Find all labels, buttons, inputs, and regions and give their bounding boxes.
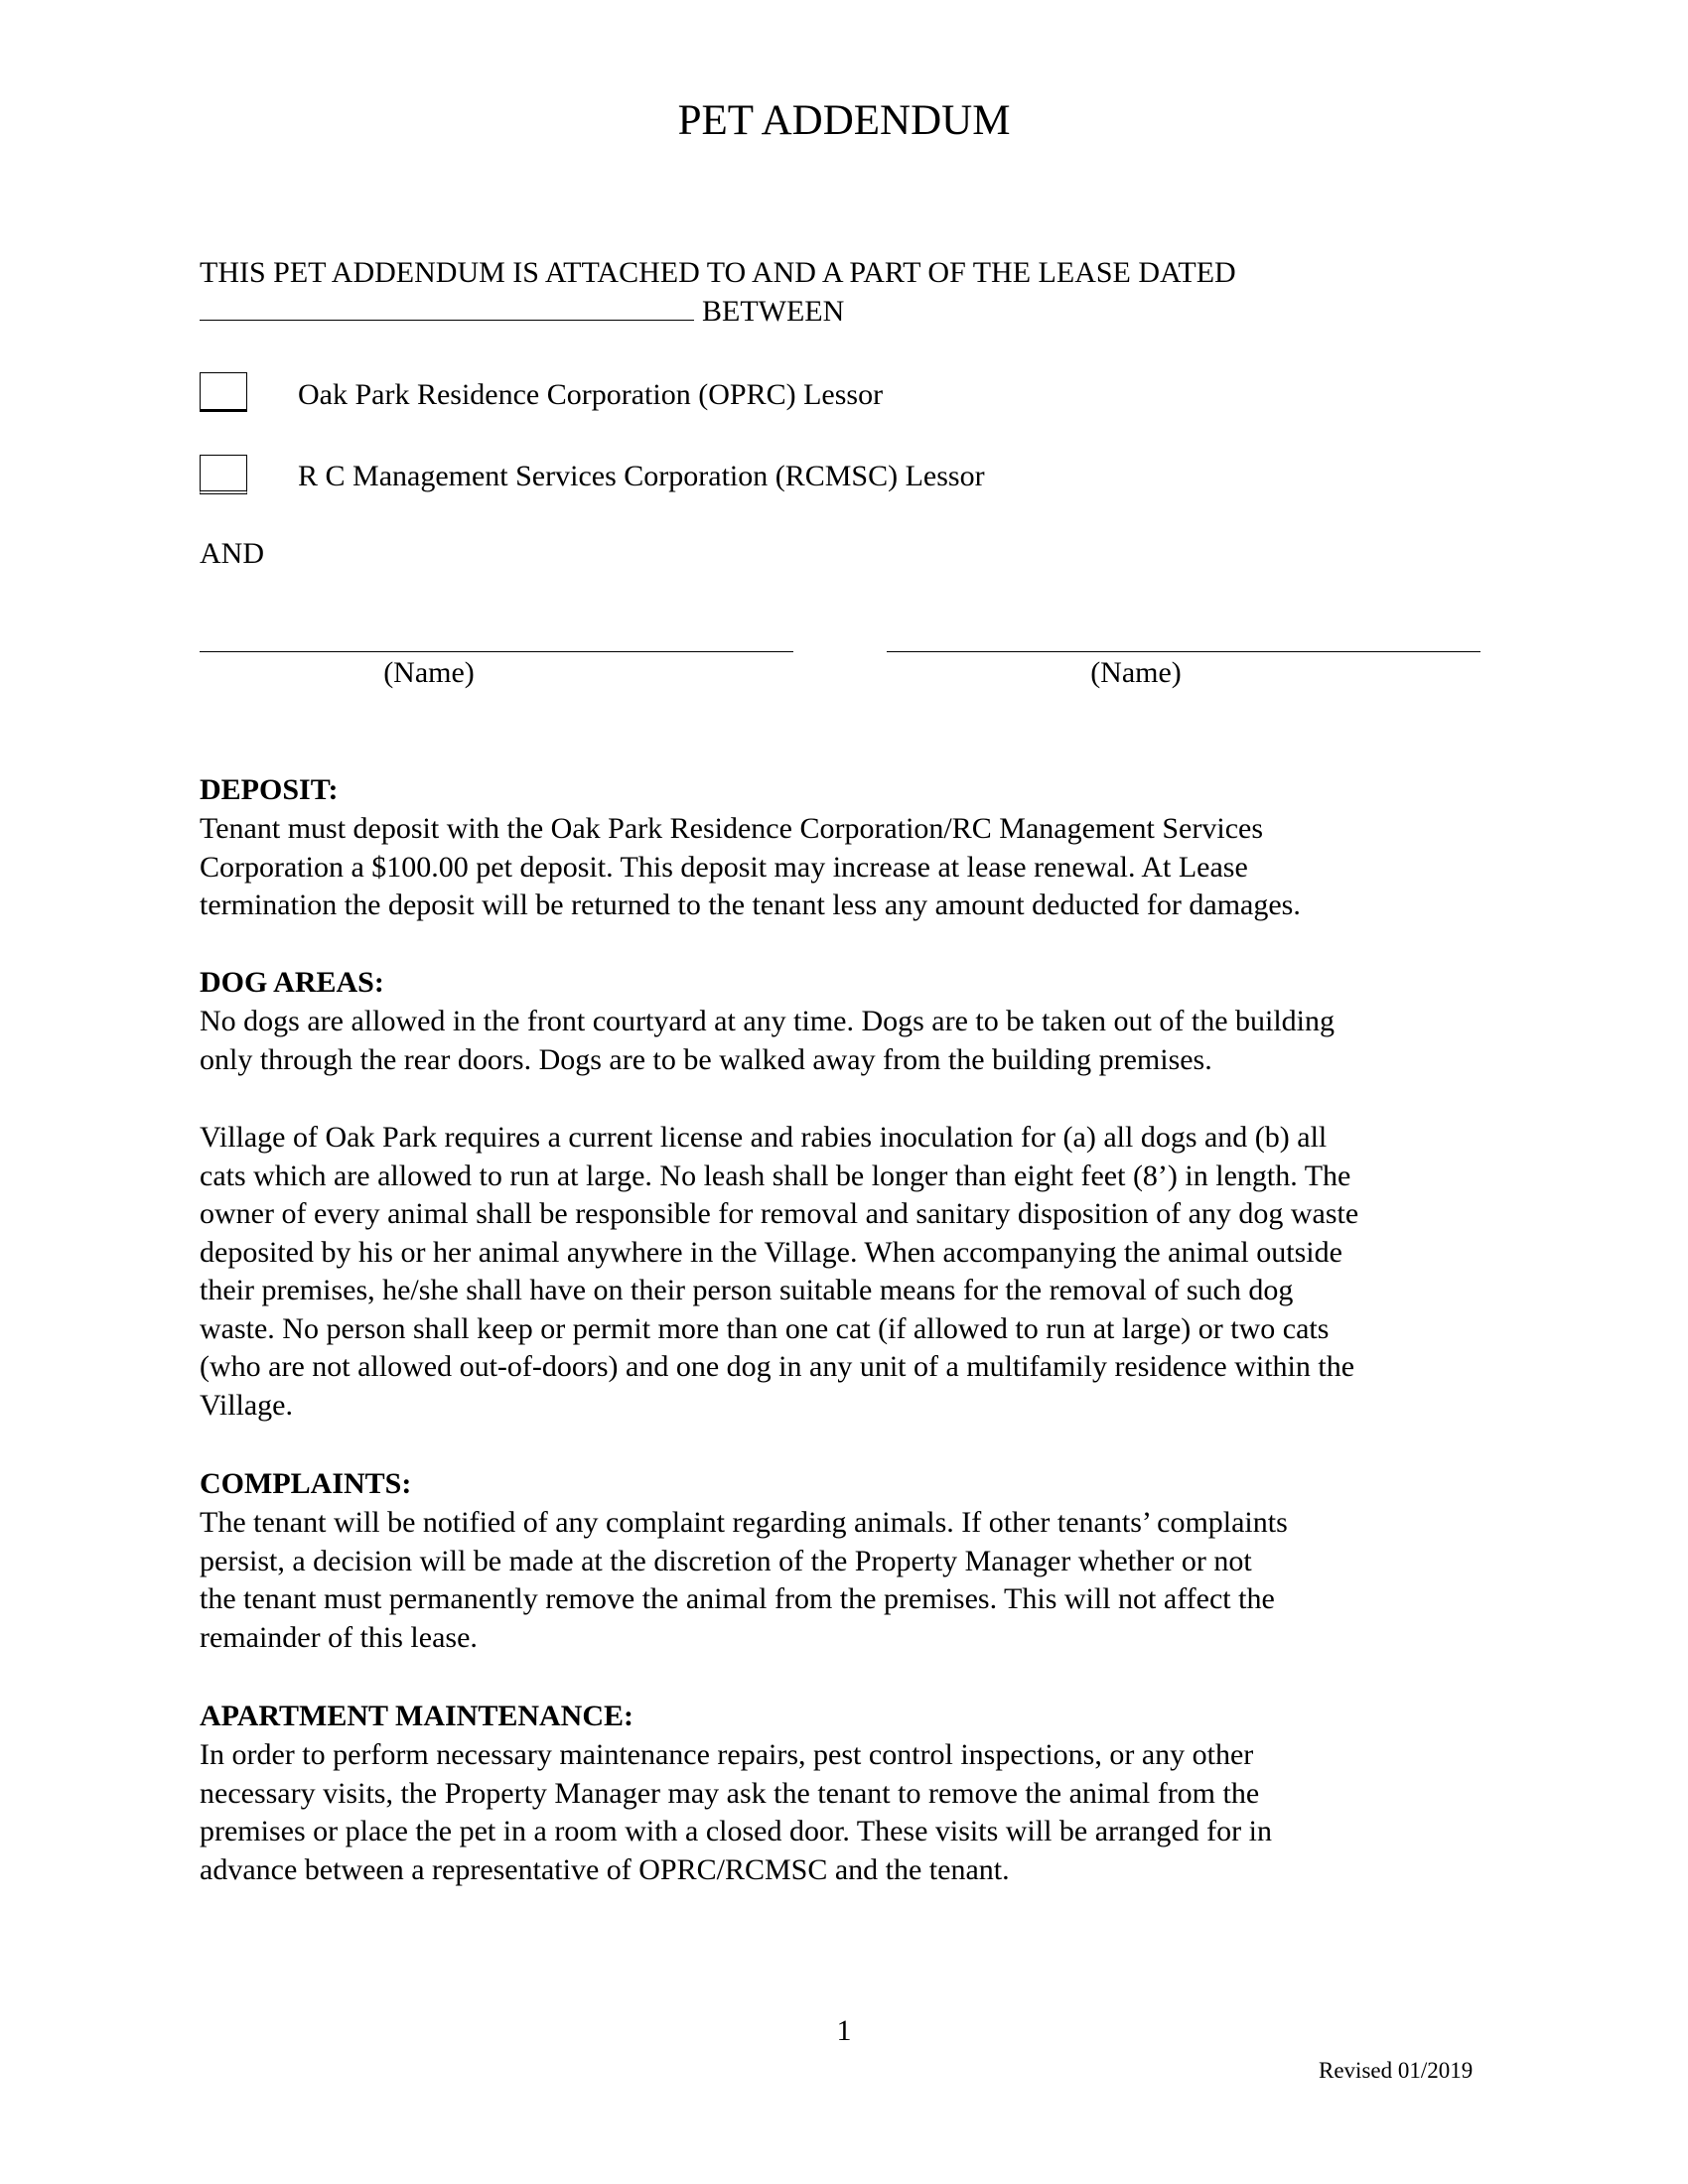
rcmsc-lessor-checkbox[interactable] [200, 455, 247, 494]
oprc-lessor-label: Oak Park Residence Corporation (OPRC) Lessor [298, 378, 884, 411]
intro-between-line [200, 292, 1236, 331]
apartment-maintenance-section [200, 1697, 1500, 1889]
apartment-maintenance-body: In order to perform necessary maintenance repairs, pest control inspections, or any other necessary visits, the Property Manager may ask the tenant to remove the animal from the premises or place the pet in a room with a closed door. These visits will be arranged for in advance between a representative of OPRC/RCMSC and the tenant. [200, 1738, 1272, 1886]
complaints-body: The tenant will be notified of any complaint regarding animals. If other tenants’ complaints persist, a decision will be made at the discretion of the Property Manager whether or not the tenant must permanently remove the animal from the premises. This will not affect the remainder of this lease. [200, 1506, 1288, 1654]
rcmsc-lessor-label: R C Management Services Corporation (RCMSC) Lessor [298, 460, 985, 492]
name-caption-1: (Name) [383, 656, 475, 689]
revision-date: Revised 01/2019 [1319, 2058, 1474, 2083]
dog-areas-section [200, 963, 1500, 1079]
apartment-maintenance-heading: APARTMENT MAINTENANCE: [200, 1700, 634, 1732]
deposit-section [200, 770, 1500, 925]
complaints-section [200, 1464, 1500, 1657]
lease-date-blank[interactable] [200, 292, 694, 321]
name-caption-2: (Name) [1090, 656, 1182, 689]
oprc-lessor-checkbox[interactable] [200, 372, 247, 412]
dog-areas-body: No dogs are allowed in the front courtyard at any time. Dogs are to be taken out of the building only through the rear doors. Dogs are to be walked away from the building premises. [200, 1005, 1336, 1076]
dog-areas-heading: DOG AREAS: [200, 966, 384, 999]
and-label: AND [200, 537, 264, 570]
complaints-heading: COMPLAINTS: [200, 1467, 412, 1500]
tenant-name-line-1[interactable] [200, 651, 793, 652]
page-title: PET ADDENDUM [677, 97, 1011, 144]
page-number: 1 [836, 2014, 852, 2047]
deposit-body: Tenant must deposit with the Oak Park Residence Corporation/RC Management Services Corporation a $100.00 pet deposit. This deposit may increase at lease renewal. At Lease termination the deposit will be returned to the tenant less any amount deducted for damages. [200, 812, 1301, 921]
deposit-heading: DEPOSIT: [200, 773, 339, 806]
tenant-name-line-2[interactable] [887, 651, 1480, 652]
lease-intro [200, 253, 1236, 331]
between-label: BETWEEN [702, 295, 845, 328]
village-ordinance-paragraph: Village of Oak Park requires a current license and rabies inoculation for (a) all dogs and (b) all cats which are allowed to run at large. No leash shall be longer than eight feet (8’) in length. The owner of every animal shall be responsible for removal and sanitary disposition of any dog waste deposited by his or her animal anywhere in the Village. When accompanying the animal outside their premises, he/she shall have on their person suitable means for the removal of such dog waste. No person shall keep or permit more than one cat (if allowed to run at large) or two cats (who are not allowed out-of-doors) and one dog in any unit of a multifamily residence within the Village. [200, 1121, 1359, 1422]
intro-line: THIS PET ADDENDUM IS ATTACHED TO AND A PART OF THE LEASE DATED [200, 256, 1236, 289]
